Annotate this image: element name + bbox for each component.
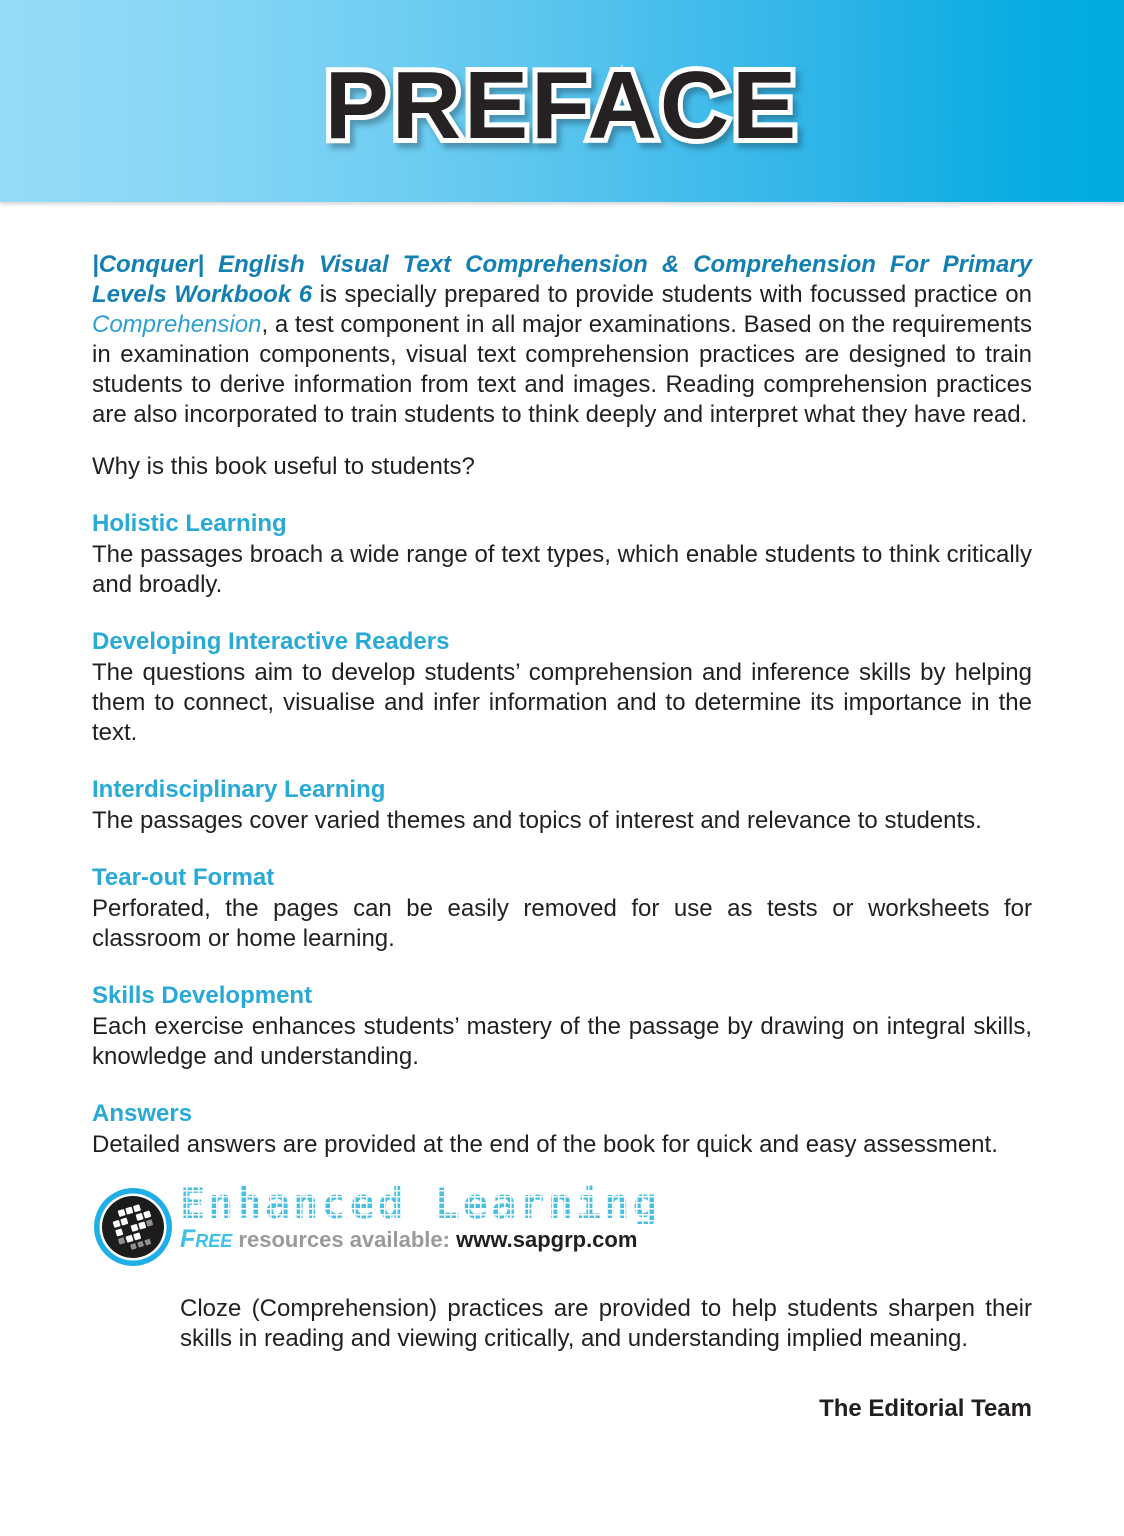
resources-text: resources available:	[232, 1227, 457, 1252]
section-heading: Answers	[92, 1100, 193, 1127]
enhanced-learning-block	[92, 1179, 1032, 1354]
section-heading: Skills Development	[92, 982, 313, 1009]
website-url: www.sapgrp.com	[456, 1227, 638, 1252]
intro-text-rest: , a test component in all major examinations. Based on the requirements in examination components, visual text comprehension practices are designed to train students to derive information from text and images. Reading comprehension practices are also incorporated to train students to think deeply and interpret what they have read.	[92, 311, 1032, 428]
comprehension-highlight: Comprehension	[92, 311, 262, 338]
section-heading: Tear-out Format	[92, 864, 275, 891]
book-title: |Conquer| English Visual Text Comprehension & Comprehension For Primary Levels Workbook 6	[92, 251, 1032, 308]
header-band	[0, 0, 1124, 202]
section-heading: Holistic Learning	[92, 510, 287, 537]
free-resources-line	[180, 1226, 1032, 1253]
section-heading: Developing Interactive Readers	[92, 628, 450, 655]
editorial-team-signoff: The Editorial Team	[819, 1395, 1032, 1422]
cloze-paragraph: Cloze (Comprehension) practices are provided to help students sharpen their skills in reading and viewing critically, and understanding implied meaning.	[180, 1295, 1032, 1352]
section-answers	[92, 1099, 1032, 1160]
intro-text-lead: is specially prepared to provide students with focussed practice on	[312, 281, 1033, 308]
enhanced-learning-title: Enhanced Learning	[180, 1184, 1032, 1224]
section-skills-development	[92, 981, 1032, 1072]
question-line: Why is this book useful to students?	[92, 453, 475, 480]
section-interdisciplinary-learning	[92, 775, 1032, 836]
section-body: The questions aim to develop students’ comprehension and inference skills by helping them to connect, visualise and infer information and to determine its importance in the text.	[92, 659, 1032, 746]
section-tear-out-format	[92, 863, 1032, 954]
preface-content	[0, 202, 1124, 1424]
section-body: The passages cover varied themes and topics of interest and relevance to students.	[92, 807, 982, 834]
section-body: The passages broach a wide range of text types, which enable students to think critically and broadly.	[92, 541, 1032, 598]
free-label: Free	[180, 1225, 233, 1253]
section-developing-interactive-readers	[92, 627, 1032, 748]
section-body: Perforated, the pages can be easily removed for use as tests or worksheets for classroom or home learning.	[92, 895, 1032, 952]
section-body: Detailed answers are provided at the end of the book for quick and easy assessment.	[92, 1131, 998, 1158]
section-holistic-learning	[92, 509, 1032, 600]
section-body: Each exercise enhances students’ mastery of the passage by drawing on integral skills, knowledge and understanding.	[92, 1013, 1032, 1070]
mosaic-globe-icon	[92, 1184, 180, 1276]
section-heading: Interdisciplinary Learning	[92, 776, 386, 803]
page-title-graphic	[252, 26, 872, 176]
page-title: PREFACE	[324, 52, 800, 159]
intro-paragraph	[92, 250, 1032, 430]
